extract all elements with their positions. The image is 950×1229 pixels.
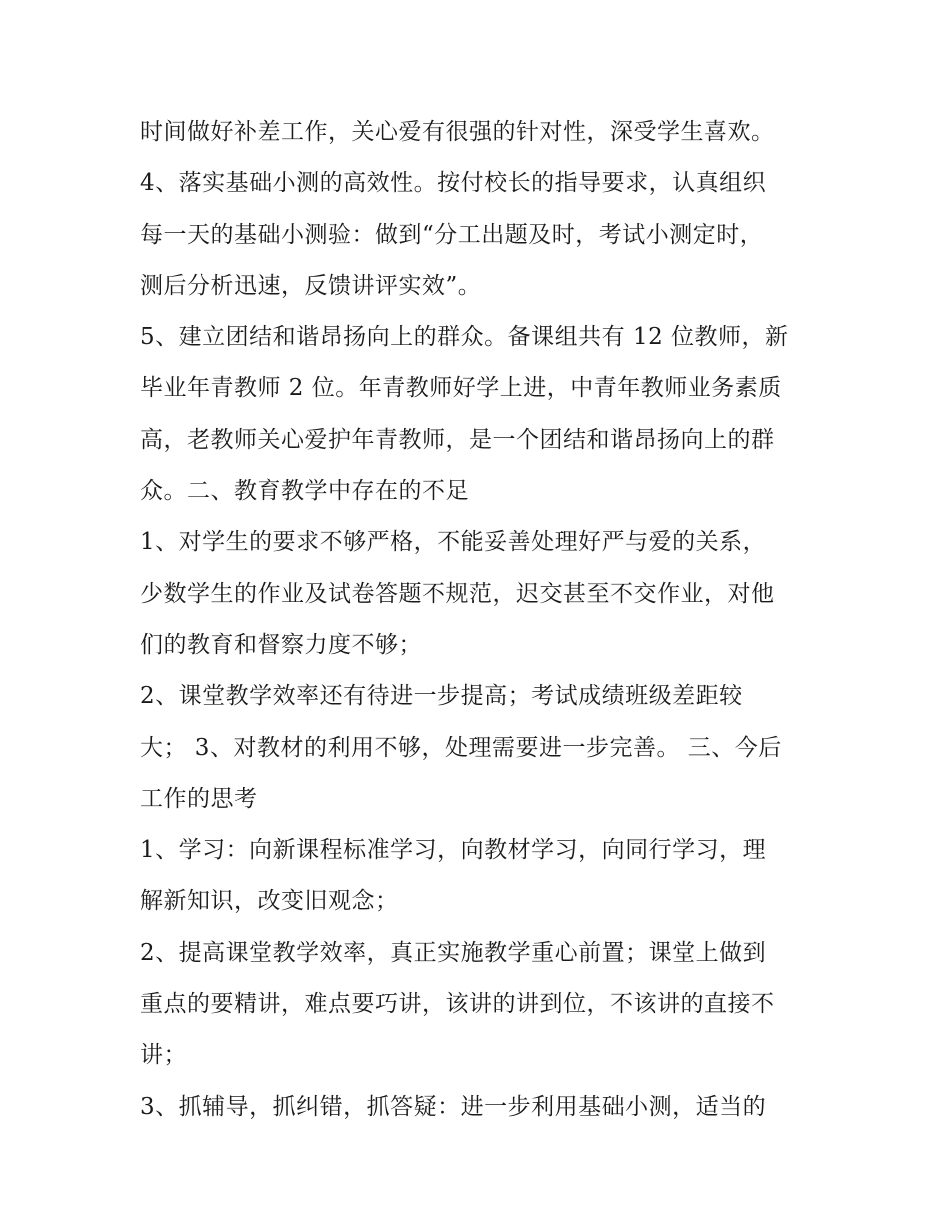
text-line: 重点的要精讲，难点要巧讲，该讲的讲到位，不该讲的直接不 — [140, 991, 775, 1018]
text-line: 4、落实基础小测的高效性。按付校长的指导要求，认真组织 — [140, 170, 767, 197]
text-line: 们的教育和督察力度不够； — [140, 631, 422, 658]
text-line: 众。二、教育教学中存在的不足 — [140, 478, 469, 505]
text-line: 少数学生的作业及试卷答题不规范，迟交甚至不交作业，对他 — [140, 580, 775, 607]
text-line: 时间做好补差工作，关心爱有很强的针对性，深受学生喜欢。 — [140, 119, 775, 145]
text-line: 大； 3、对教材的利用不够，处理需要进一步完善。 三、今后 — [140, 734, 782, 761]
text-line: 工作的思考 — [140, 785, 258, 812]
text-line: 2、课堂教学效率还有待进一步提高；考试成绩班级差距较 — [140, 683, 743, 710]
text-line: 测后分析迅速，反馈讲评实效”。 — [140, 272, 482, 299]
text-line: 5、建立团结和谐昂扬向上的群众。备课组共有 12 位教师，新 — [140, 324, 789, 351]
document-body — [140, 107, 830, 1133]
text-line: 解新知识，改变旧观念； — [140, 888, 399, 915]
text-line: 讲； — [140, 1042, 187, 1069]
text-line: 毕业年青教师 2 位。年青教师好学上进，中青年教师业务素质 — [140, 375, 782, 402]
text-line: 2、提高课堂教学效率，真正实施教学重心前置；课堂上做到 — [140, 939, 767, 966]
text-line: 高，老教师关心爱护年青教师，是一个团结和谐昂扬向上的群 — [140, 426, 775, 453]
text-line: 3、抓辅导，抓纠错，抓答疑：进一步利用基础小测，适当的 — [140, 1093, 767, 1120]
text-line: 1、学习：向新课程标准学习，向教材学习，向同行学习，理 — [140, 837, 767, 864]
text-line: 每一天的基础小测验：做到“分工出题及时，考试小测定时， — [140, 221, 764, 248]
text-line: 1、对学生的要求不够严格，不能妥善处理好严与爱的关系， — [140, 529, 767, 556]
